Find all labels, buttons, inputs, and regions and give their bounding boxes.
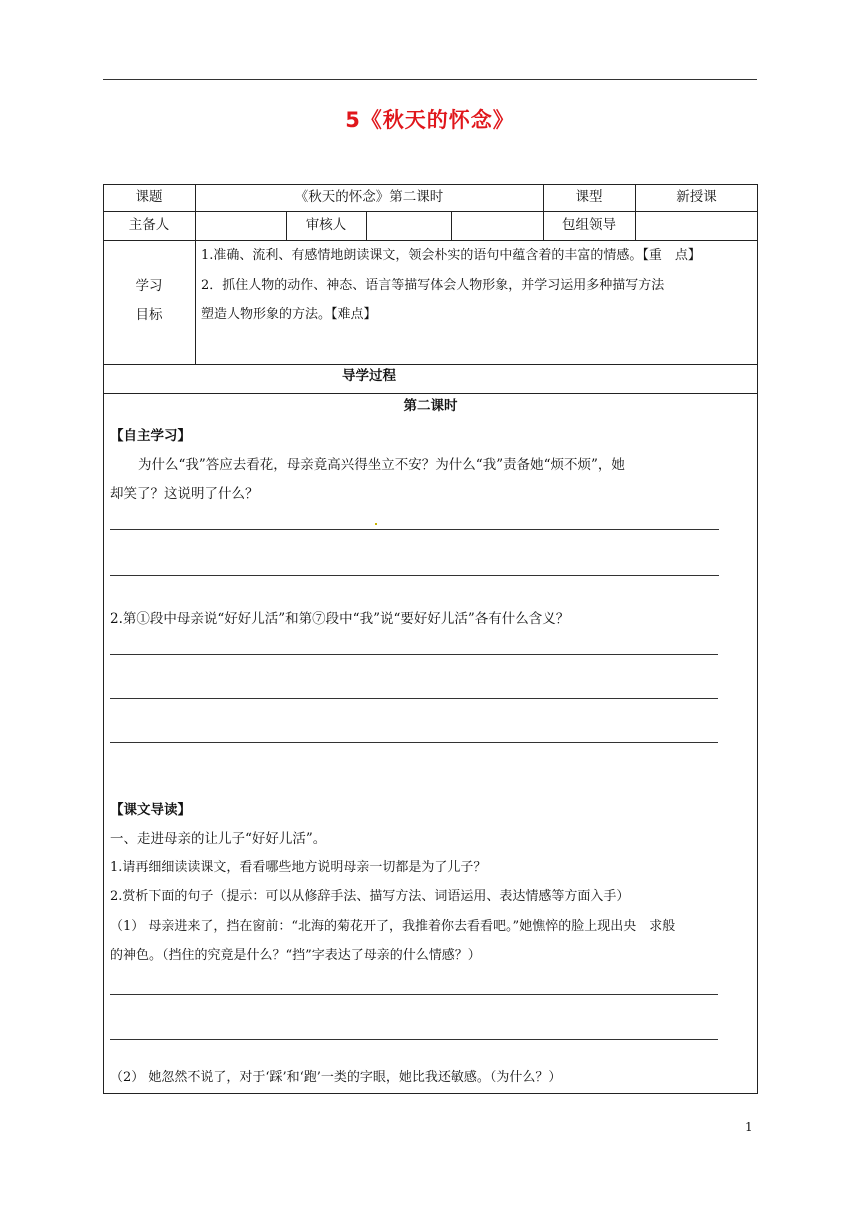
question-1-line-2: 却笑了？这说明了什么？ [110, 486, 259, 502]
answer-line[interactable] [110, 742, 718, 743]
lesson-topic: 《秋天的怀念》第二课时 [294, 189, 444, 205]
lesson-type: 新授课 [676, 189, 717, 205]
answer-line[interactable] [110, 529, 719, 530]
guide-section-1: 一、走进母亲的让儿子“好好儿活”。 [110, 831, 327, 847]
guide-sub-2: （2） 她忽然不说了，对于‘踩’和‘跑’一类的字眼，她比我还敏感。（为什么？） [110, 1070, 562, 1085]
label-goals-1: 学习 [135, 278, 163, 294]
guide-item-1: 1.请再细细读读课文，看看哪些地方说明母亲一切都是为了儿子？ [110, 860, 487, 875]
header-rule [103, 79, 757, 80]
label-reviewer: 审核人 [305, 217, 347, 233]
goal-line-1: 1.准确、流利、有感情地朗读课文，领会朴实的语句中蕴含着的丰富的情感。【重 点】 [201, 248, 701, 263]
answer-line[interactable] [110, 1039, 718, 1040]
goal-line-3: 塑造人物形象的方法。【难点】 [201, 307, 377, 322]
page-number: 1 [745, 1120, 753, 1134]
col-divider [195, 184, 196, 364]
label-lesson-type: 课型 [575, 189, 603, 205]
guide-sub-1-line-1: （1） 母亲进来了，挡在窗前：“北海的菊花开了，我推着你去看看吧。”她憔悴的脸上现出央 求般 [110, 919, 676, 934]
row-divider [103, 364, 758, 365]
answer-line[interactable] [110, 994, 718, 995]
self-study-heading: 【自主学习】 [110, 428, 191, 444]
row-divider [103, 211, 758, 212]
answer-line[interactable] [110, 698, 718, 699]
guide-heading: 【课文导读】 [110, 802, 191, 818]
row-divider [103, 240, 758, 241]
answer-line[interactable] [110, 654, 718, 655]
label-goals-2: 目标 [135, 307, 163, 323]
process-header: 导学过程 [342, 368, 396, 384]
label-group-leader: 包组领导 [562, 217, 616, 233]
answer-line[interactable] [110, 575, 719, 576]
question-2: 2.第①段中母亲说“好好儿活”和第⑦段中“我”说“要好好儿活”各有什么含义？ [110, 611, 570, 627]
guide-item-2: 2.赏析下面的句子（提示：可以从修辞手法、描写方法、词语运用、表达情感等方面入手） [110, 889, 630, 904]
col-divider [451, 211, 452, 240]
row-divider [103, 393, 758, 394]
label-preparer: 主备人 [128, 217, 170, 233]
document-title: 5《秋天的怀念》 [345, 108, 515, 132]
session-title: 第二课时 [403, 398, 458, 414]
col-divider [366, 211, 367, 240]
guide-sub-1-line-2: 的神色。（挡住的究竟是什么？“挡”字表达了母亲的什么情感？） [110, 948, 481, 963]
stray-mark [375, 523, 377, 525]
label-lesson-topic: 课题 [135, 189, 163, 205]
goal-line-2: 2．抓住人物的动作、神态、语言等描写体会人物形象，并学习运用多种描写方法 [201, 278, 665, 293]
question-1-line-1: 为什么“我”答应去看花，母亲竟高兴得坐立不安？为什么“我”责备她“烦不烦”，她 [138, 457, 625, 473]
